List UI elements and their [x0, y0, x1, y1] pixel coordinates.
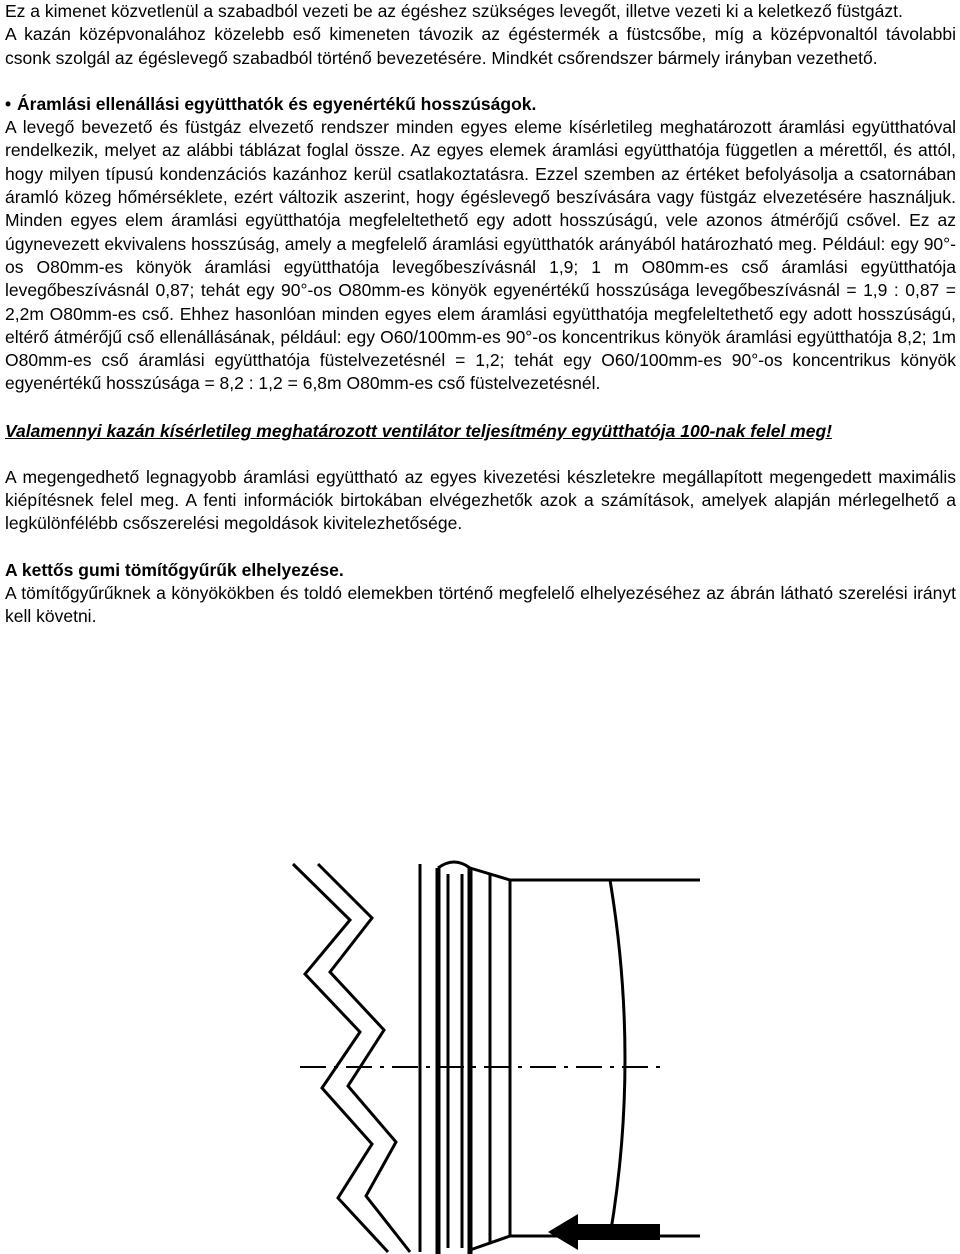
paragraph-flow-resistance: A levegő bevezető és füstgáz elvezető rendszer minden egyes eleme kísérletileg meghatározott áramlási együtthatóval rendelkezik, melyet az alábbi táblázat foglal össze. Az egyes elemek áramlási együtthatója független a mérettől, és attól, hogy milyen típusú kondenzációs kazánhoz kerül csatlakoztatásra. Ezzel szemben az értéket befolyásolja a csatornában áramló közeg hőmérséklete, ezért változik aszerint, hogy égéslevegő beszívására vagy füstgáz elvezetésére használjuk. Minden egyes elem áramlási együtthatója megfeleltethető egy adott hosszúságú, vele azonos átmérőjű csővel. Ez az úgynevezett ekvivalens hosszúság, amely a megfelelő áramlási együtthatók arányából határozható meg. Például: egy 90°-os O80mm-es könyök áramlási együtthatója levegőbeszívásnál 1,9; 1 m O80mm-es cső áramlási együtthatója levegőbeszívásnál 0,87; tehát egy 90°-os O80mm-es könyök egyenértékű hosszúsága levegőbeszívásnál = 1,9 : 0,87 = 2,2m O80mm-es cső. Ehhez hasonlóan minden egyes elem áramlási együtthatója megfeleltethető egy adott hosszúságú, eltérő átmérőjű cső ellenállásának, például: egy O60/100mm-es 90°-os koncentrikus könyök áramlási együtthatója 8,2; 1m O80mm-es cső áramlási együtthatója füstelvezetésnél = 1,2; tehát egy O60/100mm-es 90°-os koncentrikus könyök egyenértékű hosszúsága = 8,2 : 1,2 = 6,8m O80mm-es cső füstelvezetésnél.	[5, 117, 956, 394]
section-heading-text: Áramlási ellenállási együtthatók és egyenértékű hosszúságok.	[17, 93, 537, 114]
spacer	[5, 70, 956, 93]
document-page	[5, 0, 956, 629]
notice-fan-coefficient: Valamennyi kazán kísérletileg meghatározott ventilátor teljesítmény együtthatója 100-nak felel meg!	[5, 420, 832, 441]
direction-arrow-icon	[548, 1214, 660, 1250]
section-heading-seal-rings: A kettős gumi tömítőgyűrűk elhelyezése.	[5, 559, 344, 580]
paragraph-max-coefficient: A megengedhető legnagyobb áramlási együttható az egyes kivezetési készletekre megállapított megengedett maximális kiépítésnek felel meg. A fenti információk birtokában elvégezhetők azok a számítások, amelyek alapján mérlegelhető a legkülönfélébb csőszerelési megoldások kivitelezhetősége.	[5, 466, 956, 534]
spacer	[5, 536, 956, 559]
seal-ring-assembly-diagram	[0, 860, 960, 1254]
bullet-icon: •	[5, 93, 12, 114]
left-break-line	[293, 864, 388, 1252]
inner-break-line	[318, 864, 410, 1252]
paragraph-seal-rings: A tömítőgyűrűknek a könyökökben és toldó elemekben történő megfelelő elhelyezéséhez az ábrán látható szerelési irányt kell követni.	[5, 582, 956, 627]
paragraph-intro: Ez a kimenet közvetlenül a szabadból vezeti be az égéshez szükséges levegőt, illetve vezeti ki a keletkező füstgázt.	[5, 1, 903, 21]
socket-end	[610, 880, 625, 1236]
seal-ring-top	[438, 862, 470, 868]
spacer	[5, 396, 956, 419]
spacer	[5, 443, 956, 466]
section-heading-flow-resistance	[5, 93, 956, 116]
paragraph-outlets: A kazán középvonalához közelebb eső kimeneten távozik az égéstermék a füstcsőbe, míg a középvonaltól távolabbi csonk szolgál az égéslevegő szabadból történő bevezetésére. Mindkét csőrendszer bármely irányban vezethető.	[5, 24, 956, 68]
